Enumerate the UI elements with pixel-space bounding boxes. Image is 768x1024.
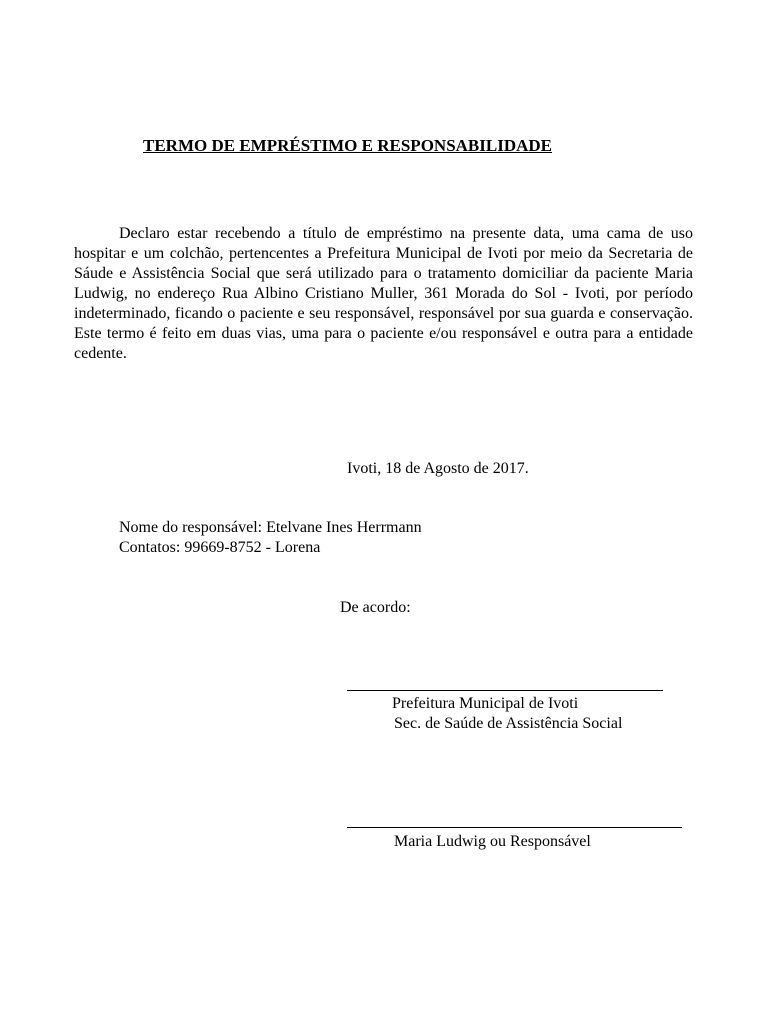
- signature-responsible-name: Maria Ludwig ou Responsável: [394, 833, 591, 850]
- agreement-label: De acordo:: [340, 599, 411, 616]
- signature-line-responsible: [347, 827, 682, 828]
- body-paragraph: Declaro estar recebendo a título de empréstimo na presente data, uma cama de uso hospitar e um colchão, pertencentes a Prefeitura Municipal de Ivoti por meio da Secretaria de Sáude e Assistência Social que será utilizado para o tratamento domiciliar da paciente Maria Ludwig, no endereço Rua Albino Cristiano Muller, 361 Morada do Sol - Ivoti, por período indeterminado, ficando o paciente e seu responsável, responsável por sua guarda e conservação. Este termo é feito em duas vias, uma para o paciente e/ou responsável e outra para a entidade cedente.: [74, 225, 693, 362]
- signature-prefeitura-name: Prefeitura Municipal de Ivoti: [392, 695, 579, 712]
- date-line: Ivoti, 18 de Agosto de 2017.: [347, 460, 529, 477]
- contacts-line: Contatos: 99669-8752 - Lorena: [119, 539, 321, 556]
- document-title: TERMO DE EMPRÉSTIMO E RESPONSABILIDADE: [143, 136, 553, 155]
- responsible-name: Nome do responsável: Etelvane Ines Herrmann: [119, 519, 422, 536]
- signature-line-prefeitura: [347, 690, 663, 691]
- signature-prefeitura-department: Sec. de Saúde de Assistência Social: [394, 715, 623, 732]
